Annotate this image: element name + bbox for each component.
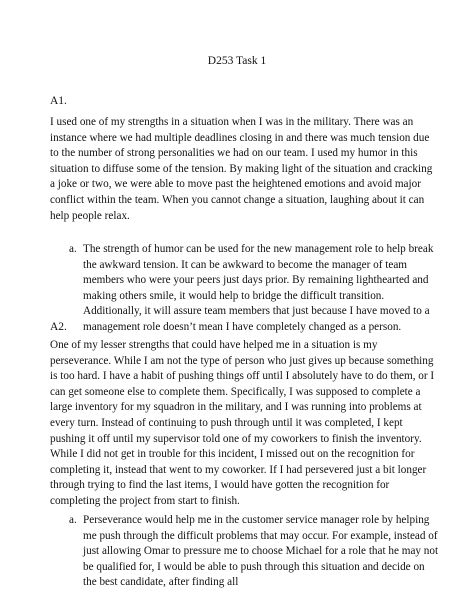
section-heading-a1: A1. (50, 95, 67, 107)
list-item-text: Perseverance would help me in the customer service manager role by helping me push through the difficult problems that may occur. For example, instead of just allowing Omar to pressure me to choose Michael for a role that he may not be qualified for, I would be able to push through this situation and decide on the best candidate, after finding all (83, 514, 439, 589)
list-marker: a. (69, 514, 77, 526)
section-a2-list-item (69, 513, 440, 591)
section-heading-a2: A2. (50, 321, 67, 333)
list-marker: a. (69, 243, 77, 255)
section-a2-paragraph: One of my lesser strengths that could have helped me in a situation is my perseverance. While I am not the type of person who just gives up because something is too hard. I have a habit of pushing things off until I absolutely have to do them, or I can get someone else to complete them. Specifically, I was supposed to complete a large inventory for my squadron in the military, and I was running into problems at every turn. Instead of continuing to push through until it was completed, I kept pushing it off until my supervisor told one of my coworkers to finish the inventory. While I did not get in trouble for this incident, I missed out on the recognition for completing it, instead that went to my coworker. If I had persevered just a bit longer through trying to find the last items, I would have gotten the recognition for completing the project from start to finish. (50, 339, 435, 507)
document-title: D253 Task 1 (207, 55, 267, 67)
section-a1-list-item (69, 242, 440, 336)
list-item-text: The strength of humor can be used for the new management role to help break the awkward tension. It can be awkward to become the manager of team members who were your peers just days prior. By remaining lighthearted and making others smile, it would help to bridge the difficult transition. Additionally, it will assure team members that just because I have moved to a management role doesn’t mean I have completely changed as a person. (83, 243, 434, 333)
section-a1-paragraph: I used one of my strengths in a situation when I was in the military. There was an instance where we had multiple deadlines closing in and there was much tension due to the number of strong personalities we had on our team. I used my humor in this situation to diffuse some of the tension. By making light of the situation and cracking a joke or two, we were able to move past the heightened emotions and avoid major conflict within the team. When you cannot change a situation, laughing about it can help people relax. (50, 116, 433, 222)
